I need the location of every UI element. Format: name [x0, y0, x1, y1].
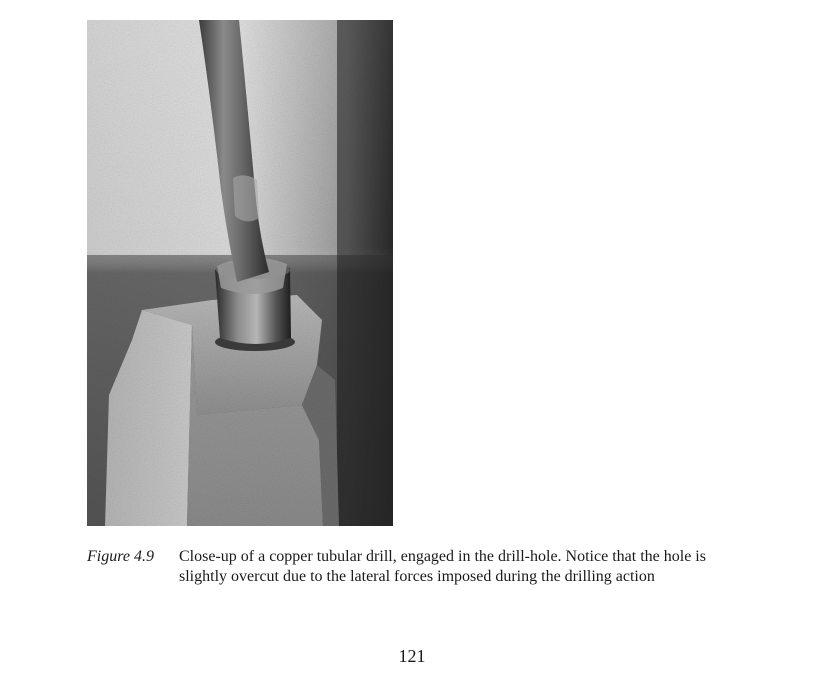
figure-photo [87, 20, 393, 526]
figure-label: Figure 4.9 [87, 548, 154, 565]
figure-caption-text: Close-up of a copper tubular drill, engaged in the drill-hole. Notice that the hole is slightly overcut due to the lateral forces imposed during the drilling action [179, 548, 706, 585]
page-number: 121 [398, 646, 426, 666]
drill-photo-illustration [87, 20, 393, 526]
